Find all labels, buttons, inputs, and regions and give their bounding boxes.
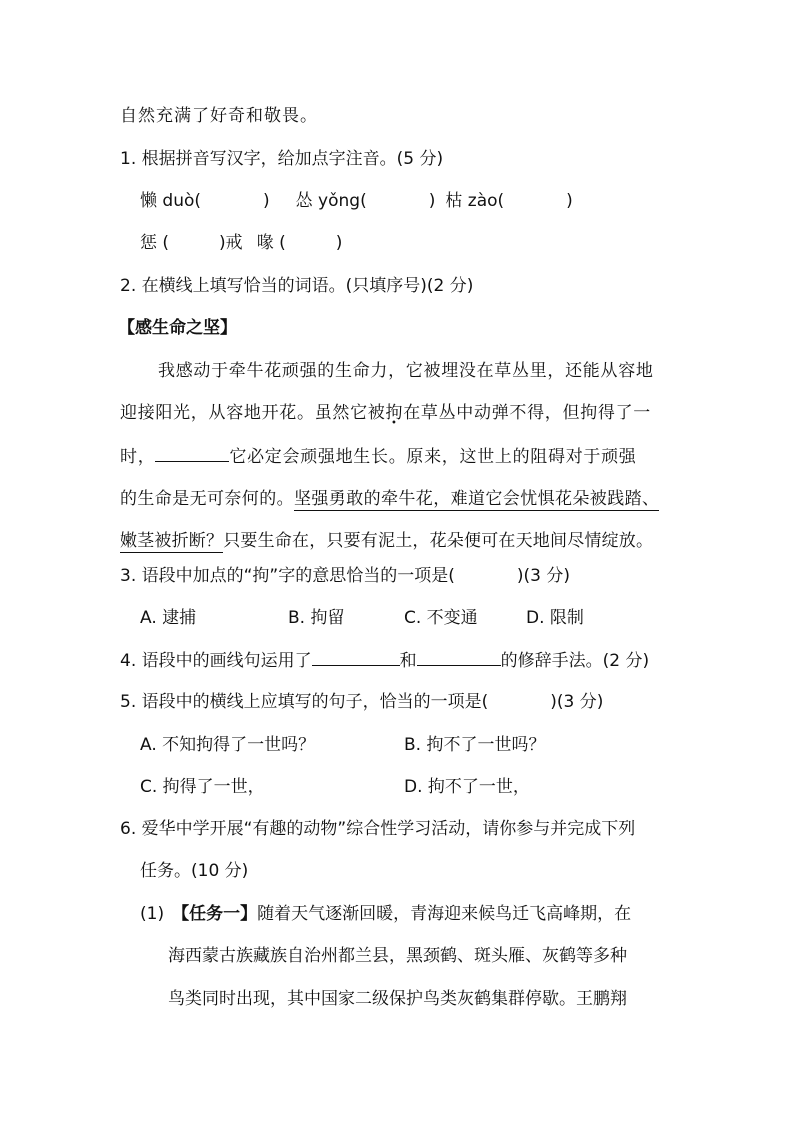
passage-line-5: 嫩茎被折断？只要生命在，只要有泥土，花朵便可在天地间尽情绽放。 <box>120 531 654 551</box>
q3-option-d[interactable]: D. 限制 <box>526 608 584 628</box>
question-5-stem: 5. 语段中的横线上应填写的句子，恰当的一项是( )(3 分) <box>120 692 604 712</box>
q3-option-b[interactable]: B. 拘留 <box>288 608 345 628</box>
question-1-row-2 <box>140 232 342 254</box>
question-6-stem-line-1: 6. 爱华中学开展“有趣的动物”综合性学习活动，请你参与并完成下列 <box>120 819 636 839</box>
q1-item-3-close: ) <box>566 191 573 211</box>
q6-task-number: (1) <box>140 904 165 924</box>
dotted-char: 拘 <box>385 403 404 423</box>
q3-option-c[interactable]: C. 不变通 <box>404 608 478 628</box>
q1-item-1-close: ) <box>263 191 270 211</box>
passage-line-4: 的生命是无可奈何的。坚强勇敢的牵牛花，难道它会忧惧花朵被践踏、 <box>120 489 660 509</box>
passage-line-2: 迎接阳光，从容地开花。虽然它被拘在草丛中动弹不得，但拘得了一 <box>120 403 652 423</box>
q6-task-label: 【任务一】 <box>172 904 258 924</box>
question-6-stem-line-2: 任务。(10 分) <box>140 861 249 881</box>
passage-heading: 【感生命之坚】 <box>118 318 237 338</box>
question-1-row-1 <box>140 190 573 212</box>
question-1-stem: 1. 根据拼音写汉字，给加点字注音。(5 分) <box>120 149 444 169</box>
q1-item-4-open: 惩 ( <box>140 233 170 253</box>
question-4-stem: 4. 语段中的画线句运用了 和 的修辞手法。(2 分) <box>120 651 650 671</box>
passage-line-1: 我感动于牵牛花顽强的生命力，它被埋没在草丛里，还能从容地 <box>158 361 654 381</box>
q1-item-4-close: )戒 <box>219 233 243 253</box>
q3-option-a[interactable]: A. 逮捕 <box>140 608 197 628</box>
q5-option-c[interactable]: C. 拘得了一世， <box>140 777 265 797</box>
question-2-stem: 2. 在横线上填写恰当的词语。(只填序号)(2 分) <box>120 276 474 296</box>
q1-item-1-open: 懒 duò( <box>140 191 202 211</box>
q4-blank-1[interactable] <box>312 649 400 666</box>
q5-option-a[interactable]: A. 不知拘得了一世吗？ <box>140 735 316 755</box>
q4-blank-2[interactable] <box>417 649 501 666</box>
question-3-stem: 3. 语段中加点的“拘”字的意思恰当的一项是( )(3 分) <box>120 566 570 586</box>
intro-line: 自然充满了好奇和敬畏。 <box>120 106 318 126</box>
q5-option-b[interactable]: B. 拘不了一世吗？ <box>404 735 546 755</box>
q6-task-1-line-3: 鸟类同时出现，其中国家二级保护鸟类灰鹤集群停歇。王鹏翔 <box>168 989 627 1009</box>
underlined-sentence-part-1: 坚强勇敢的牵牛花，难道它会忧惧花朵被践踏、 <box>294 489 660 509</box>
passage-blank[interactable] <box>155 445 229 462</box>
q1-item-2-open: 怂 yǒng( <box>295 191 367 211</box>
q1-item-5-close: ) <box>335 233 343 253</box>
passage-line-3: 时， 它必定会顽强地生长。原来，这世上的阻碍对于顽强 <box>120 447 637 467</box>
q6-task-1-line-2: 海西蒙古族藏族自治州都兰县，黑颈鹤、斑头雁、灰鹤等多种 <box>168 946 627 966</box>
q1-item-5-open: 喙 ( <box>256 233 286 253</box>
q6-task-1-line-1: (1) 【任务一】随着天气逐渐回暖，青海迎来候鸟迁飞高峰期，在 <box>140 904 632 924</box>
q5-option-d[interactable]: D. 拘不了一世， <box>404 777 530 797</box>
q1-item-2-close: ) <box>428 191 436 211</box>
q1-item-3-open: 枯 zào( <box>445 191 505 211</box>
underlined-sentence-part-2: 嫩茎被折断？ <box>120 531 224 551</box>
